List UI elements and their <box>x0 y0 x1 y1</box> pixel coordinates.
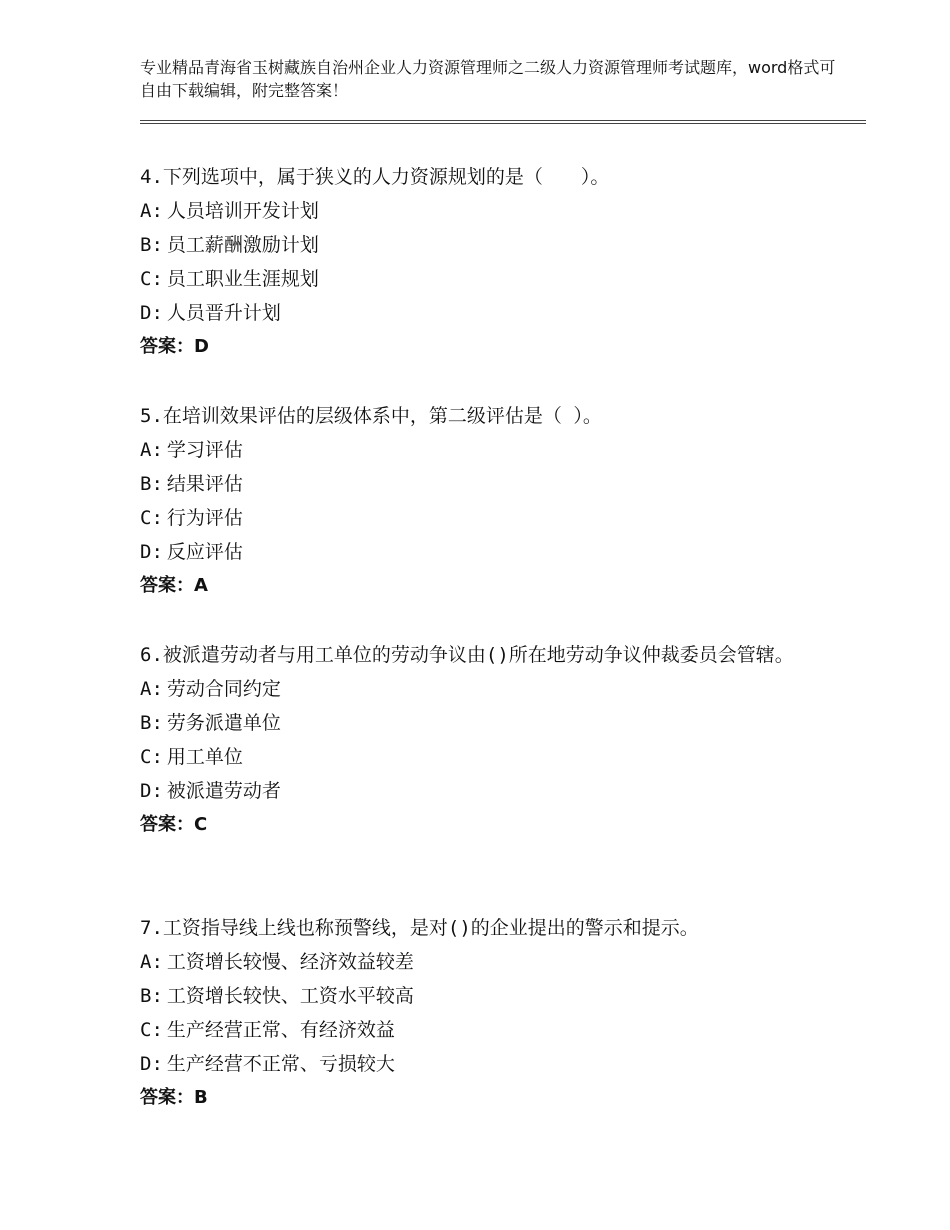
option-text: 用工单位 <box>166 746 243 768</box>
option-d <box>140 774 800 808</box>
option-letter: A: <box>140 200 163 222</box>
question-stem: 4.下列选项中，属于狭义的人力资源规划的是（ ）。 <box>140 166 610 188</box>
option-c <box>140 740 800 774</box>
option-text: 被派遣劳动者 <box>166 780 281 802</box>
option-text: 员工职业生涯规划 <box>166 268 319 290</box>
option-text: 工资增长较快、工资水平较高 <box>166 985 414 1007</box>
option-text: 生产经营正常、有经济效益 <box>166 1019 395 1041</box>
option-text: 结果评估 <box>166 473 243 495</box>
option-letter: A: <box>140 951 163 973</box>
question-block <box>140 638 800 842</box>
option-letter: A: <box>140 678 163 700</box>
option-d <box>140 296 860 330</box>
option-letter: B: <box>140 985 163 1007</box>
answer-label: 答案：D <box>140 336 209 357</box>
option-c <box>140 262 860 296</box>
option-letter: D: <box>140 302 163 324</box>
answer-label: 答案：A <box>140 575 208 596</box>
option-letter: C: <box>140 746 163 768</box>
question-stem: 6.被派遣劳动者与用工单位的劳动争议由()所在地劳动争议仲裁委员会管辖。 <box>140 644 794 666</box>
option-letter: B: <box>140 234 163 256</box>
option-text: 行为评估 <box>166 507 243 529</box>
option-c <box>140 1013 860 1047</box>
option-b <box>140 979 860 1013</box>
option-d <box>140 535 860 569</box>
option-letter: C: <box>140 268 163 290</box>
option-text: 员工薪酬激励计划 <box>166 234 319 256</box>
option-text: 反应评估 <box>166 541 243 563</box>
header-divider <box>140 120 866 124</box>
option-letter: B: <box>140 712 163 734</box>
option-text: 人员晋升计划 <box>166 302 281 324</box>
question-stem: 7.工资指导线上线也称预警线，是对()的企业提出的警示和提示。 <box>140 917 699 939</box>
option-letter: B: <box>140 473 163 495</box>
option-text: 劳务派遣单位 <box>166 712 281 734</box>
option-letter: D: <box>140 541 163 563</box>
option-letter: D: <box>140 1053 163 1075</box>
option-b <box>140 467 860 501</box>
option-letter: C: <box>140 1019 163 1041</box>
option-d <box>140 1047 860 1081</box>
document-title: 专业精品青海省玉树藏族自治州企业人力资源管理师之二级人力资源管理师考试题库，word格式可自由下载编辑，附完整答案！ <box>140 58 836 100</box>
option-b <box>140 228 860 262</box>
option-a <box>140 945 860 979</box>
option-a <box>140 433 860 467</box>
option-text: 生产经营不正常、亏损较大 <box>166 1053 395 1075</box>
option-text: 人员培训开发计划 <box>166 200 319 222</box>
option-c <box>140 501 860 535</box>
page-header <box>140 56 840 102</box>
question-stem: 5.在培训效果评估的层级体系中，第二级评估是（ ）。 <box>140 405 602 427</box>
option-text: 学习评估 <box>166 439 243 461</box>
option-a <box>140 194 860 228</box>
option-letter: C: <box>140 507 163 529</box>
option-text: 劳动合同约定 <box>166 678 281 700</box>
option-letter: A: <box>140 439 163 461</box>
question-block <box>140 160 860 364</box>
question-block <box>140 911 860 1115</box>
option-text: 工资增长较慢、经济效益较差 <box>166 951 414 973</box>
answer-label: 答案：B <box>140 1087 208 1108</box>
option-a <box>140 672 800 706</box>
question-block <box>140 399 860 603</box>
answer-label: 答案：C <box>140 814 208 835</box>
option-letter: D: <box>140 780 163 802</box>
option-b <box>140 706 800 740</box>
